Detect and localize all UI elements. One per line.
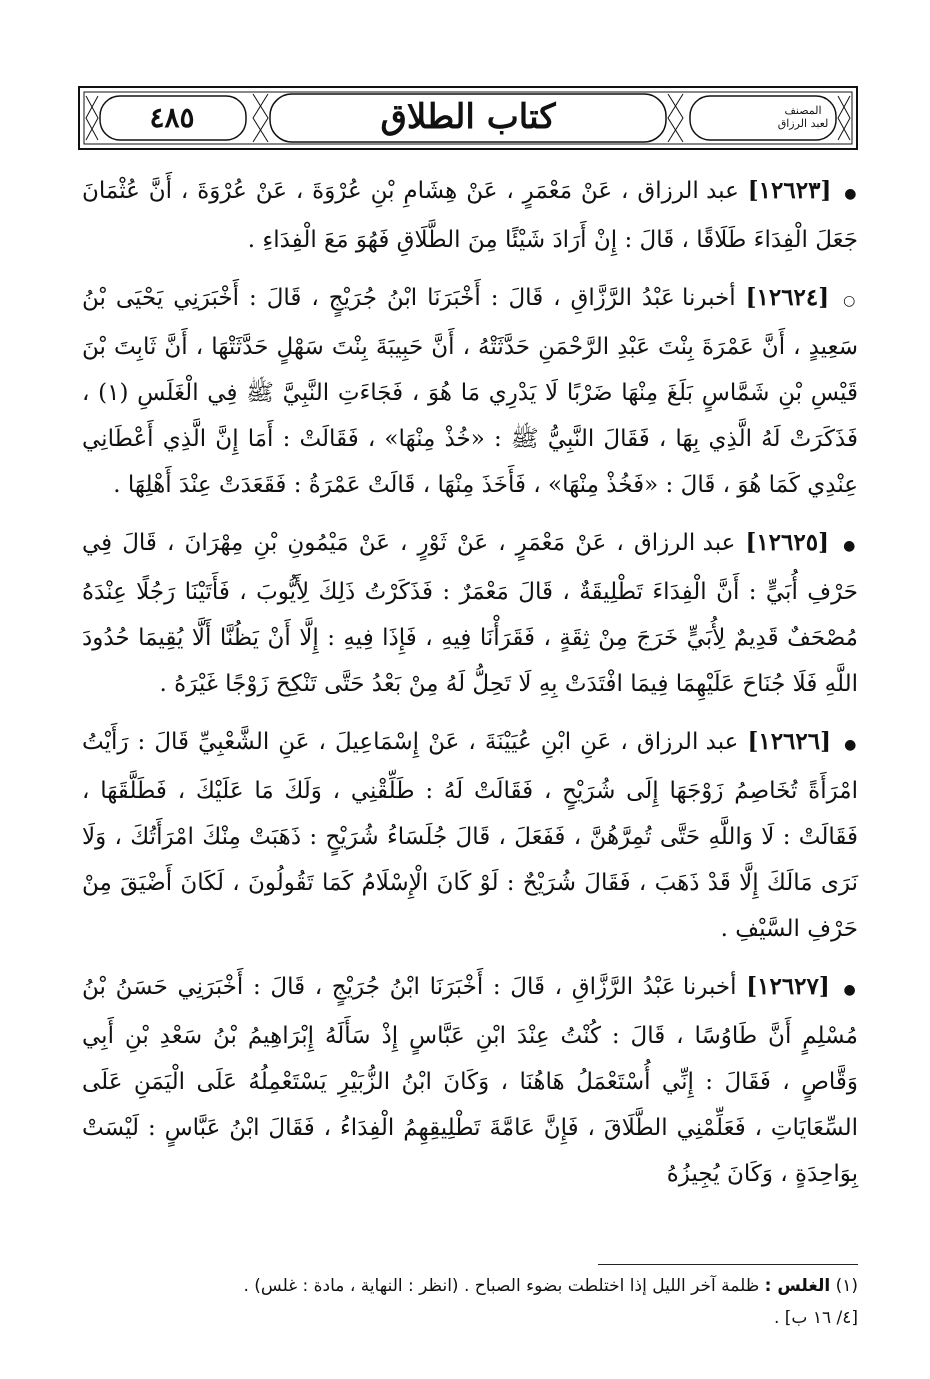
footnote-text: ظلمة آخر الليل إذا اختلطت بضوء الصباح . (انظر : النهاية ، مادة : غلس) .	[243, 1276, 760, 1296]
hadith-paragraph	[82, 168, 858, 263]
paragraph-marker: ●	[844, 186, 859, 202]
hadith-text: أخبرنا عَبْدُ الرَّزَّاقِ ، قَالَ : أَخْبَرَنَا ابْنُ جُرَيْجٍ ، قَالَ : أَخْبَرَنِي يَحْيَى بْنُ سَعِيدٍ ، أَنَّ عَمْرَةَ بِنْتَ عَبْدِ الرَّحْمَنِ حَدَّثَتْهُ ، أَنَّ حَبِيبَةَ بِنْتَ سَهْلٍ حَدَّثَتْهَا ، أَنَّ ثَابِتَ بْنَ قَيْسِ بْنِ شَمَّاسٍ بَلَغَ مِنْهَا ضَرْبًا لَا يَدْرِي مَا هُوَ ، فَجَاءَتِ النَّبِيَّ ﷺ فِي الْغَلَسِ (١) ، فَذَكَرَتْ لَهُ الَّذِي بِهَا ، فَقَالَ النَّبِيُّ ﷺ : «خُذْ مِنْهَا» ، فَقَالَتْ : أَمَا إِنَّ الَّذِي أَعْطَانِي عِنْدِي كَمَا هُوَ ، قَالَ : «فَخُذْ مِنْهَا» ، فَأَخَذَ مِنْهَا ، قَالَتْ عَمْرَةُ : فَقَعَدَتْ عِنْدَ أَهْلِهَا .	[82, 285, 858, 498]
paragraph-marker: ●	[843, 538, 859, 554]
hadith-text: عبد الرزاق ، عَنْ مَعْمَرٍ ، عَنْ هِشَامِ بْنِ عُرْوَةَ ، عَنْ عُرْوَةَ ، أَنَّ عُثْمَانَ جَعَلَ الْفِدَاءَ طَلَاقًا ، قَالَ : إِنْ أَرَادَ شَيْئًا مِنَ الطَّلَاقِ فَهُوَ مَعَ الْفِدَاءِ .	[82, 178, 858, 253]
footnote-term: الغلس :	[764, 1276, 831, 1296]
emblem-line2: لعبد الرزاق	[777, 117, 829, 130]
footnotes	[82, 1270, 858, 1334]
hadith-text: عبد الرزاق ، عَنْ مَعْمَرٍ ، عَنْ ثَوْرٍ ، عَنْ مَيْمُونِ بْنِ مِهْرَانَ ، قَالَ فِي حَرْفِ أُبَيٍّ : أَنَّ الْفِدَاءَ تَطْلِيقَةٌ ، قَالَ مَعْمَرٌ : فَذَكَرْتُ ذَلِكَ لِأَيُّوبَ ، فَأَتَيْنَا رَجُلًا عِنْدَهُ مُصْحَفٌ قَدِيمٌ لِأُبَيٍّ خَرَجَ مِنْ ثِقَةٍ ، فَقَرَأْنَا فِيهِ ، فَإِذَا فِيهِ : إِلَّا أَنْ يَظُنَّا أَلَّا يُقِيمَا حُدُودَ اللَّهِ فَلَا جُنَاحَ عَلَيْهِمَا فِيمَا افْتَدَتْ بِهِ لَا تَحِلُّ لَهُ مِنْ بَعْدُ حَتَّى تَنْكِحَ زَوْجًا غَيْرَهُ .	[82, 530, 858, 697]
paragraph-marker: ○	[843, 293, 859, 309]
hadith-paragraph	[82, 719, 858, 952]
paragraph-marker: ●	[843, 982, 859, 998]
footnote-label: (١)	[835, 1276, 858, 1296]
emblem-line1: المصنف	[784, 104, 822, 117]
hadith-number: [١٢٦٢٧]	[746, 973, 830, 1000]
hadith-paragraph	[82, 520, 858, 707]
hadith-number: [١٢٦٢٤]	[745, 284, 830, 311]
paragraph-marker: ●	[844, 737, 859, 753]
footnote-1	[82, 1270, 858, 1302]
hadith-text: عبد الرزاق ، عَنِ ابْنِ عُيَيْنَةَ ، عَنْ إِسْمَاعِيلَ ، عَنِ الشَّعْبِيِّ قَالَ : رَأَيْتُ امْرَأَةً تُخَاصِمُ زَوْجَهَا إِلَى شُرَيْحٍ ، فَقَالَتْ لَهُ : طَلِّقْنِي ، وَلَكَ مَا عَلَيْكَ ، فَطَلَّقَهَا ، فَقَالَتْ : لَا وَاللَّهِ حَتَّى تُمِرَّهُنَّ ، فَفَعَلَ ، قَالَ جُلَسَاءُ شُرَيْحٍ : ذَهَبَتْ مِنْكَ امْرَأَتُكَ ، وَلَا نَرَى مَالَكَ إِلَّا قَدْ ذَهَبَ ، فَقَالَ شُرَيْحٌ : لَوْ كَانَ الْإِسْلَامُ كَمَا تَقُولُونَ ، لَكَانَ أَضْيَقَ مِنْ حَرْفِ السَّيْفِ .	[82, 729, 858, 942]
manuscript-folio: [٤/ ١٦ ب] .	[773, 1308, 858, 1328]
main-text	[82, 168, 858, 1209]
footnote-divider	[598, 1264, 858, 1265]
page-number: ٤٨٥	[149, 100, 195, 134]
hadith-paragraph	[82, 964, 858, 1197]
hadith-text: أخبرنا عَبْدُ الرَّزَّاقِ ، قَالَ : أَخْبَرَنَا ابْنُ جُرَيْجٍ ، قَالَ : أَخْبَرَنِي حَسَنُ بْنُ مُسْلِمٍ أَنَّ طَاوُسًا ، قَالَ : كُنْتُ عِنْدَ ابْنِ عَبَّاسٍ إِذْ سَأَلَهُ إِبْرَاهِيمُ بْنُ سَعْدِ بْنِ أَبِي وَقَّاصٍ ، فَقَالَ : إِنِّي أُسْتَعْمَلُ هَاهُنَا ، وَكَانَ ابْنُ الزُّبَيْرِ يَسْتَعْمِلُهُ عَلَى الْيَمَنِ عَلَى السِّعَايَاتِ ، فَعَلِّمْنِي الطَّلَاقَ ، فَإِنَّ عَامَّةَ تَطْلِيقِهِمُ الْفِدَاءُ ، فَقَالَ ابْنُ عَبَّاسٍ : لَيْسَتْ بِوَاحِدَةٍ ، وَكَانَ يُجِيزُهُ	[82, 974, 858, 1187]
book-title: كتاب الطلاق	[380, 97, 556, 137]
hadith-number: [١٢٦٢٣]	[747, 177, 832, 204]
hadith-number: [١٢٦٢٥]	[745, 529, 829, 556]
hadith-paragraph	[82, 275, 858, 508]
page-header	[78, 86, 858, 150]
book-emblem	[758, 92, 848, 142]
hadith-number: [١٢٦٢٦]	[747, 728, 832, 755]
